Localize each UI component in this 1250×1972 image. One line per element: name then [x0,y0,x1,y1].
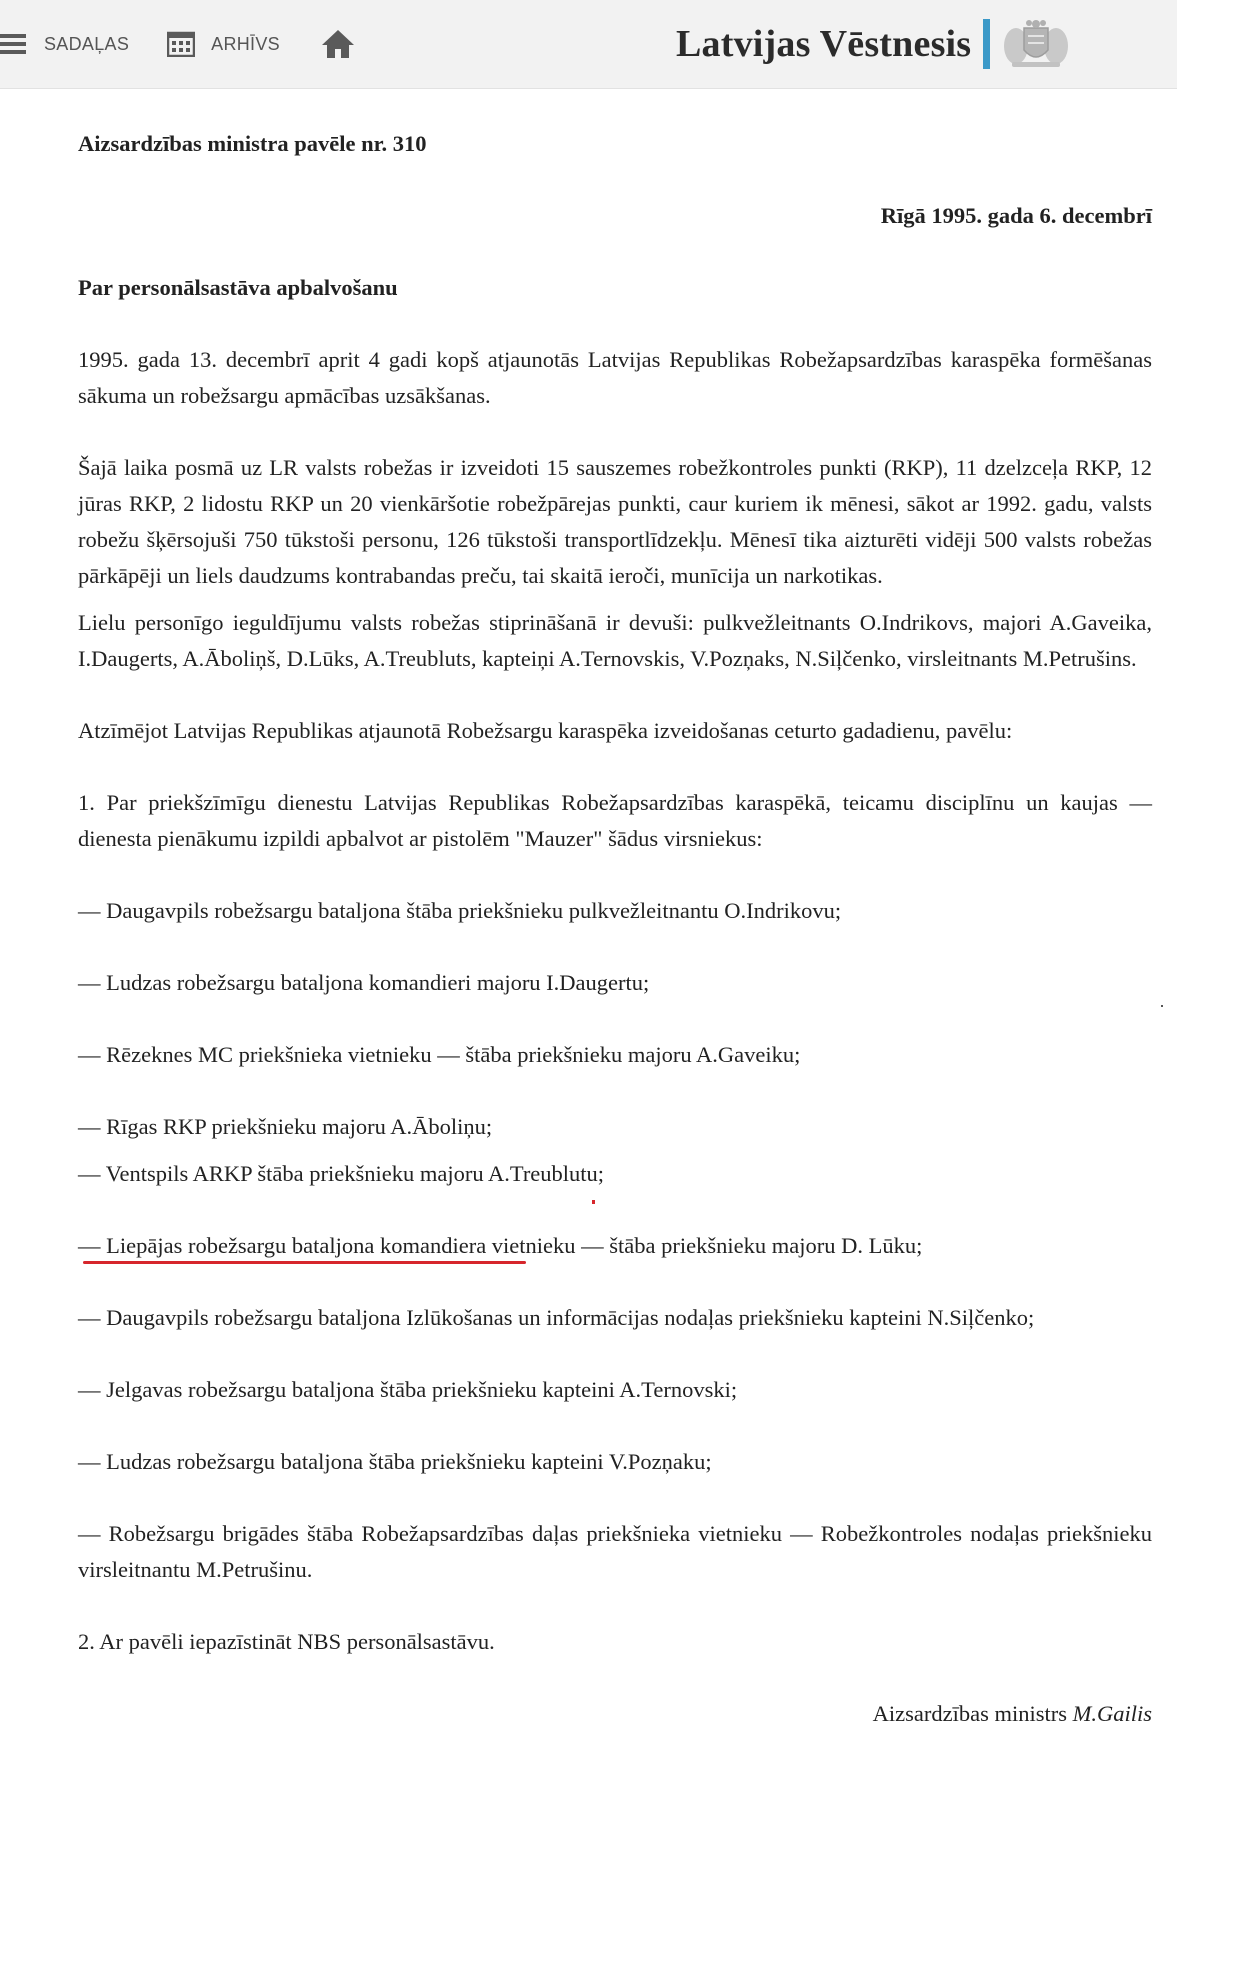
statistics-paragraph: Šajā laika posmā uz LR valsts robežas ir izveidoti 15 sauszemes robežkontroles punkti (RKP), 11 dzelzceļa RKP, 12 jūras RKP, 2 lidostu RKP un 20 vienkāršotie robežpārejas punkti, caur kuriem ik mēnesi, sākot ar 1992. gadu, valsts robežu šķērsojuši 750 tūkstoši personu, 126 tūkstoši transportlīdzekļu. Mēnesī tika aizturēti vidēji 500 valsts robežas pārkāpēji un liels daudzums kontrabandas preču, tai skaitā ieroči, munīcija un narkotikas. [78,455,1152,588]
red-dot-mark [592,1200,595,1204]
awardee-item: — Daugavpils robežsargu bataljona štāba priekšnieku pulkvežleitnantu O.Indrikovu; [78,898,842,923]
stray-dot-mark [1161,1005,1163,1007]
awardee-item: — Ludzas robežsargu bataljona štāba priekšnieku kapteini V.Pozņaku; [78,1449,712,1474]
awardee-item: — Ventspils ARKP štāba priekšnieku majoru A.Treublutu; [78,1161,605,1186]
intro-paragraph: 1995. gada 13. decembrī aprit 4 gadi kopš atjaunotās Latvijas Republikas Robežapsardzības karaspēka formēšanas sākuma un robežsargu apmācības uzsākšanas. [78,347,1152,408]
signature-role: Aizsardzības ministrs [872,1701,1073,1726]
awardee-item: — Rēzeknes MC priekšnieka vietnieku — štāba priekšnieku majoru A.Gaveiku; [78,1042,801,1067]
document-title: Aizsardzības ministra pavēle nr. 310 [78,131,427,156]
hamburger-menu-icon [0,33,28,55]
signature [78,1696,1152,1732]
signature-name: M.Gailis [1072,1701,1152,1726]
awardee-item-highlighted: — Rīgas RKP priekšnieku majoru A.Āboliņu; [78,1114,493,1139]
order-preamble: Atzīmējot Latvijas Republikas atjaunotā Robežsargu karaspēka izveidošanas ceturto gadadienu, pavēlu: [78,718,1013,743]
awardee-item: — Ludzas robežsargu bataljona komandieri majoru I.Daugertu; [78,970,650,995]
order-item-1: 1. Par priekšzīmīgu dienestu Latvijas Republikas Robežapsardzības karaspēkā, teicamu disciplīnu un kaujas — dienesta pienākumu izpildi apbalvot ar pistolēm "Mauzer" šādus virsniekus: [78,790,1152,851]
archive-label: ARHĪVS [211,33,280,54]
awardee-item: — Liepājas robežsargu bataljona komandiera vietnieku — štāba priekšnieku majoru D. Lūku; [78,1233,923,1258]
top-navigation-bar [0,0,1177,89]
awardee-item: — Robežsargu brigādes štāba Robežapsardzības daļas priekšnieka vietnieku — Robežkontroles nodaļas priekšnieku virsleitnantu M.Petrušinu. [78,1521,1152,1582]
awardee-item: — Daugavpils robežsargu bataljona Izlūkošanas un informācijas nodaļas priekšnieku kapteini N.Siļčenko; [78,1305,1035,1330]
site-brand[interactable] [676,18,1070,70]
nav-menu [0,0,356,88]
order-item-2: 2. Ar pavēli iepazīstināt NBS personālsastāvu. [78,1629,495,1654]
contributors-paragraph: Lielu personīgo ieguldījumu valsts robežas stiprināšanā ir devuši: pulkvežleitnants O.Indrikovs, majori A.Gaveika, I.Daugerts, A.Āboliņš, D.Lūks, A.Treubluts, kapteiņi A.Ternovskis, V.Pozņaks, N.Siļčenko, virsleitnants M.Petrušins. [78,610,1152,671]
brand-accent-bar [983,19,990,69]
red-underline-annotation [83,1261,526,1264]
home-button[interactable] [280,27,356,61]
sections-menu-button[interactable] [0,33,129,55]
home-icon [320,27,356,61]
sections-label: SADAĻAS [44,33,130,54]
coat-of-arms-icon [1002,18,1070,70]
document-date: Rīgā 1995. gada 6. decembrī [880,203,1152,228]
site-logo-text: Latvijas Vēstnesis [676,23,972,65]
awardee-item: — Jelgavas robežsargu bataljona štāba priekšnieku kapteini A.Ternovski; [78,1377,738,1402]
document-subject: Par personālsastāva apbalvošanu [78,275,398,300]
article-body [78,126,1152,1732]
archive-button[interactable] [129,31,280,57]
calendar-archive-icon [167,31,195,57]
